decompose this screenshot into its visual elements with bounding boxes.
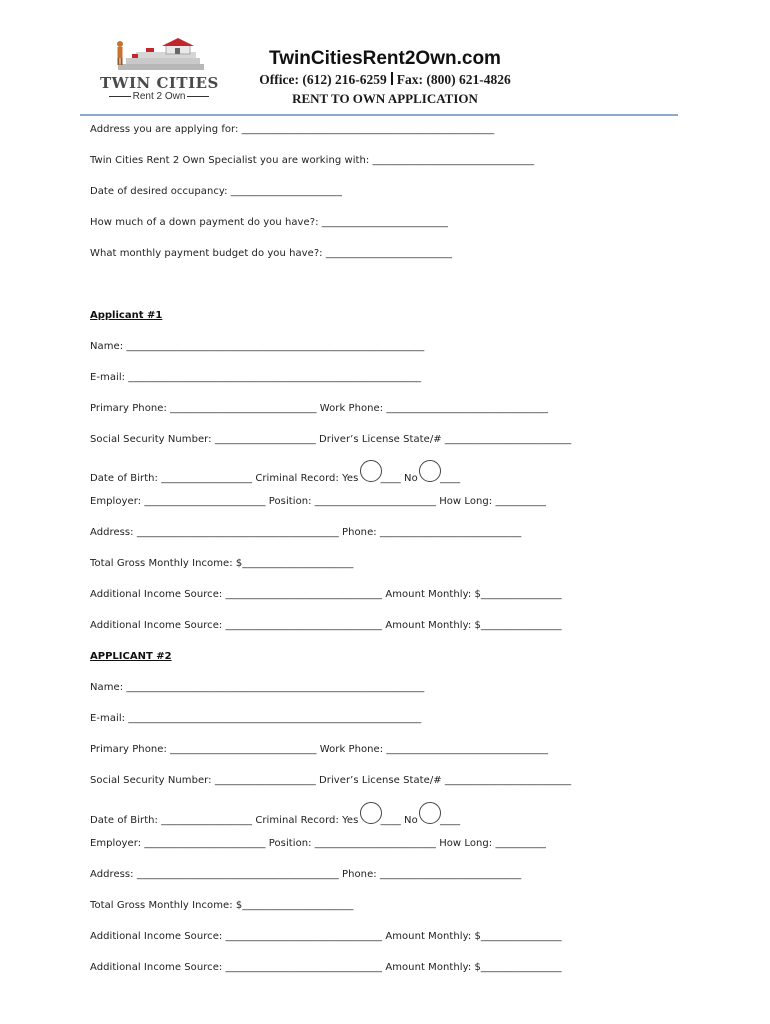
applicant-2-ssn-license-field[interactable]: Social Security Number: ____________________ Driver’s License State/# _________________________ xyxy=(90,775,572,786)
logo-tagline-text: Rent 2 Own xyxy=(132,91,186,102)
applicant-2-additional-income-1[interactable]: Additional Income Source: _______________________________ Amount Monthly: $________________ xyxy=(90,931,562,942)
house-logo-icon xyxy=(96,38,222,78)
applicant-2-dob-label[interactable]: Date of Birth: __________________ Criminal Record: Yes xyxy=(90,815,362,826)
applicant-1-dob-criminal-row xyxy=(90,465,460,487)
applicant-1-additional-income-2[interactable]: Additional Income Source: _______________________________ Amount Monthly: $________________ xyxy=(90,620,562,631)
applicant-1-criminal-yes-radio[interactable] xyxy=(360,460,382,482)
applicant-1-heading: Applicant #1 xyxy=(90,310,163,321)
applicant-1-address-field[interactable]: Address: ________________________________________ Phone: ____________________________ xyxy=(90,527,522,538)
applicant-1-income-field[interactable]: Total Gross Monthly Income: $______________________ xyxy=(90,558,354,569)
applicant-1-employer-field[interactable]: Employer: ________________________ Position: ________________________ How Long: __________ xyxy=(90,496,546,507)
applicant-1-no-label: No xyxy=(400,473,421,484)
header-divider xyxy=(80,114,678,116)
monthly-budget-field[interactable]: What monthly payment budget do you have?: _________________________ xyxy=(90,248,453,259)
applicant-2-name-field[interactable]: Name: ___________________________________________________________ xyxy=(90,682,425,693)
applicant-2-email-field[interactable]: E-mail: __________________________________________________________ xyxy=(90,713,422,724)
applicant-2-heading: APPLICANT #2 xyxy=(90,651,172,662)
applicant-2-no-blank: ____ xyxy=(439,815,461,826)
applicant-2-yes-blank: ____ xyxy=(380,815,401,826)
fax-number: Fax: (800) 621-4826 xyxy=(396,72,511,87)
applicant-2-employer-field[interactable]: Employer: ________________________ Position: ________________________ How Long: __________ xyxy=(90,838,546,849)
applicant-2-address-field[interactable]: Address: ________________________________________ Phone: ____________________________ xyxy=(90,869,522,880)
applicant-1-criminal-no-radio[interactable] xyxy=(419,460,441,482)
applicant-1-email-field[interactable]: E-mail: __________________________________________________________ xyxy=(90,372,422,383)
occupancy-date-field[interactable]: Date of desired occupancy: ______________________ xyxy=(90,186,342,197)
applicant-2-additional-income-2[interactable]: Additional Income Source: _______________________________ Amount Monthly: $________________ xyxy=(90,962,562,973)
applicant-1-dob-label[interactable]: Date of Birth: __________________ Criminal Record: Yes xyxy=(90,473,362,484)
applicant-2-criminal-no-radio[interactable] xyxy=(419,802,441,824)
applicant-1-ssn-license-field[interactable]: Social Security Number: ____________________ Driver’s License State/# _________________________ xyxy=(90,434,572,445)
applicant-1-name-field[interactable]: Name: ___________________________________________________________ xyxy=(90,341,425,352)
site-name: TwinCitiesRent2Own.com xyxy=(269,48,501,69)
applicant-1-phone-field[interactable]: Primary Phone: _____________________________ Work Phone: ________________________________ xyxy=(90,403,548,414)
specialist-field[interactable]: Twin Cities Rent 2 Own Specialist you are working with: ________________________________ xyxy=(90,155,535,166)
applicant-2-phone-field[interactable]: Primary Phone: _____________________________ Work Phone: ________________________________ xyxy=(90,744,548,755)
applicant-2-income-field[interactable]: Total Gross Monthly Income: $______________________ xyxy=(90,900,354,911)
logo-wordmark: TWIN CITIES xyxy=(100,74,219,92)
form-title: RENT TO OWN APPLICATION xyxy=(292,91,478,106)
applicant-1-additional-income-1[interactable]: Additional Income Source: _______________________________ Amount Monthly: $________________ xyxy=(90,589,562,600)
office-phone: Office: (612) 216-6259 xyxy=(259,72,387,87)
applicant-2-criminal-yes-radio[interactable] xyxy=(360,802,382,824)
logo-tagline xyxy=(96,91,222,102)
contact-line xyxy=(250,72,520,88)
applicant-2-dob-criminal-row xyxy=(90,807,460,829)
applicant-1-yes-blank: ____ xyxy=(380,473,401,484)
applicant-2-no-label: No xyxy=(400,815,421,826)
down-payment-field[interactable]: How much of a down payment do you have?: _________________________ xyxy=(90,217,448,228)
applicant-1-no-blank: ____ xyxy=(439,473,461,484)
contact-separator xyxy=(391,72,393,85)
address-applying-field[interactable]: Address you are applying for: __________________________________________________ xyxy=(90,124,495,135)
company-logo xyxy=(96,38,222,104)
